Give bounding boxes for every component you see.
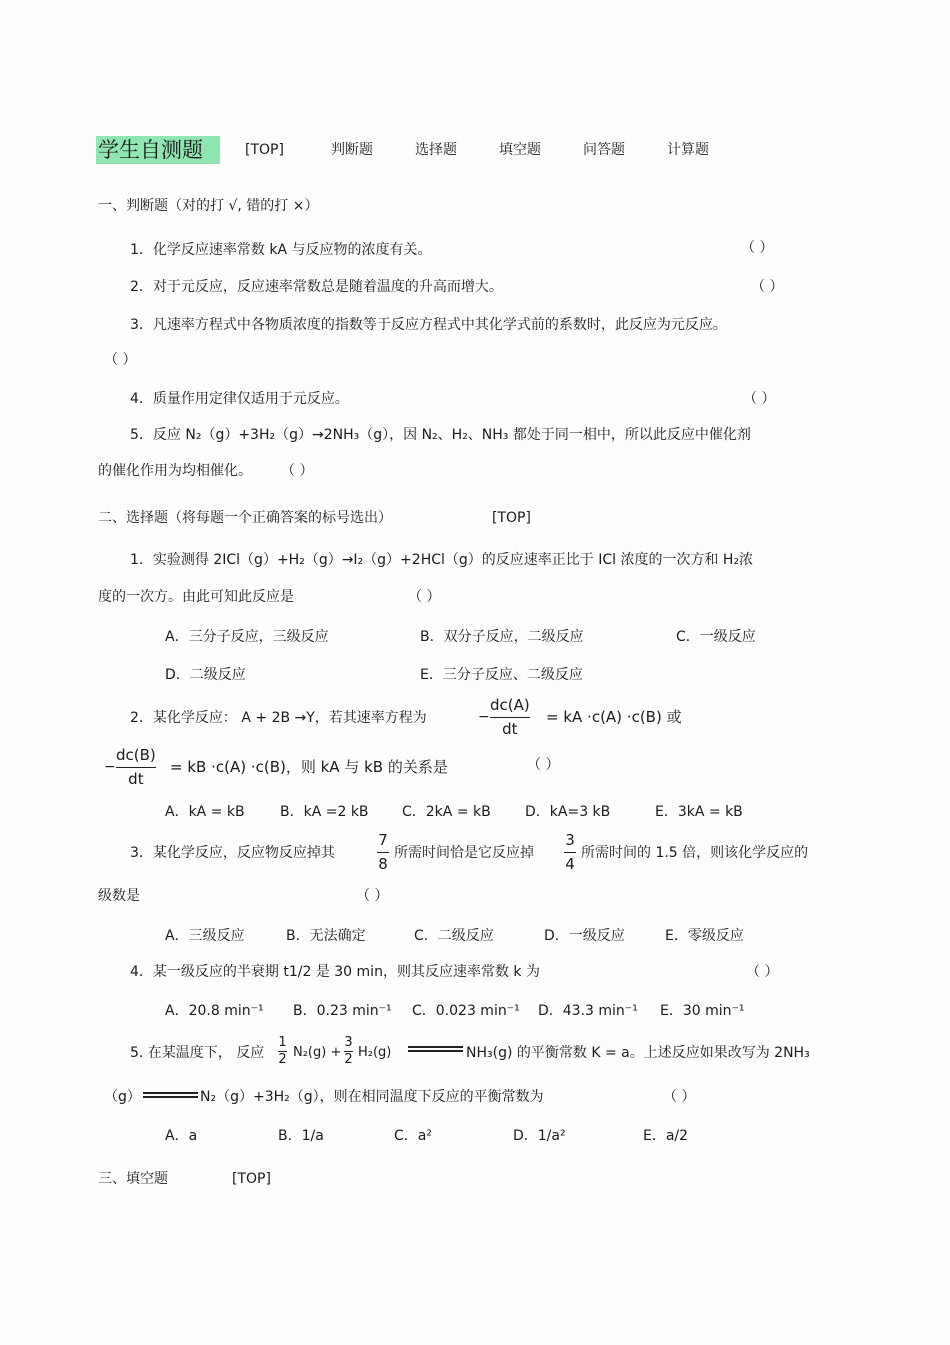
fraction-bar [564,852,576,853]
s2-question-3-end: 所需时间的 1.5 倍，则该化学反应的 [581,845,809,861]
equilibrium-arrow-icon [408,1045,463,1053]
s2-q2-option-b[interactable]: B．kA =2 kB [280,804,369,820]
rate-fraction-a-denominator: dt [502,720,518,738]
s2-question-5-line2-start: （g） [104,1089,141,1105]
s2-q1-option-e[interactable]: E．三分子反应、二级反应 [420,667,583,683]
s2-q4-answer-blank[interactable]: （ ） [746,964,779,980]
nav-choice-link[interactable]: 选择题 [415,142,457,158]
s2-q1-option-a[interactable]: A．三分子反应，三级反应 [165,629,329,645]
s2-question-2-intro: 2．某化学反应： A + 2B →Y，若其速率方程为 [130,710,427,726]
nav-calc-link[interactable]: 计算题 [667,142,709,158]
rate-equation-a: = kA ·c(A) ·c(B) 或 [546,708,682,726]
s2-q3-option-e[interactable]: E．零级反应 [665,928,744,944]
fraction-one-half [278,1036,287,1067]
fraction-numerator: 1 [278,1035,287,1050]
s1-q2-answer-blank[interactable]: （ ） [751,279,784,295]
s1-q1-answer-blank[interactable]: （ ） [741,240,774,256]
fraction-denominator: 2 [278,1052,287,1067]
s1-question-2: 2．对于元反应，反应速率常数总是随着温度的升高而增大。 [130,279,503,295]
s2-q2-option-e[interactable]: E．3kA = kB [655,804,743,820]
s2-q5-answer-blank[interactable]: （ ） [663,1089,696,1105]
s2-q4-option-a[interactable]: A．20.8 min⁻¹ [165,1003,264,1019]
s2-question-3-intro: 3．某化学反应，反应物反应掉其 [130,845,335,861]
fraction-three-halves [344,1036,353,1067]
s2-q2-option-d[interactable]: D．kA=3 kB [525,804,611,820]
section2-top-link[interactable]: [TOP] [492,510,531,526]
fraction-denominator: 2 [344,1052,353,1067]
page-title: 学生自测题 [98,138,203,162]
s2-question-4: 4．某一级反应的半衰期 t1/2 是 30 min，则其反应速率常数 k 为 [130,964,540,980]
s2-question-3-line2: 级数是 [98,888,140,904]
rate-fraction-a-numerator: dc(A) [490,696,530,714]
s2-q4-option-e[interactable]: E．30 min⁻¹ [660,1003,745,1019]
section2-heading: 二、选择题（将每题一个正确答案的标号选出） [98,510,392,526]
s2-q2-answer-blank[interactable]: （ ） [527,757,560,773]
section3-top-link[interactable]: [TOP] [232,1171,271,1187]
rate-fraction-b-denominator: dt [128,770,144,788]
nav-top-link[interactable]: [TOP] [245,142,284,158]
s1-question-3: 3．凡速率方程式中各物质浓度的指数等于反应方程式中其化学式前的系数时，此反应为元反应。 [130,317,727,333]
s2-question-5-rest: NH₃(g) 的平衡常数 K = a。上述反应如果改写为 2NH₃ [466,1045,810,1061]
s1-q4-answer-blank[interactable]: （ ） [743,391,776,407]
fraction-numerator: 7 [378,831,388,849]
s1-question-1: 1．化学反应速率常数 kA 与反应物的浓度有关。 [130,242,432,258]
s1-question-5-line1: 5．反应 N₂（g）+3H₂（g）→2NH₃（g），因 N₂、H₂、NH₃ 都处于同一相中，所以此反应中催化剂 [130,427,751,443]
s2-question-5-line2-end: N₂（g）+3H₂（g），则在相同温度下反应的平衡常数为 [200,1089,544,1105]
nav-qa-link[interactable]: 问答题 [583,142,625,158]
s2-q4-option-b[interactable]: B．0.23 min⁻¹ [293,1003,392,1019]
fraction-bar [377,852,389,853]
s1-question-4: 4．质量作用定律仅适用于元反应。 [130,391,349,407]
nitrogen-term: N₂(g) + [293,1045,342,1060]
fraction-denominator: 4 [565,855,575,873]
s2-q1-answer-blank[interactable]: （ ） [408,589,441,605]
s2-q3-option-b[interactable]: B．无法确定 [286,928,366,944]
s2-q5-option-c[interactable]: C．a² [394,1128,432,1144]
s2-q3-answer-blank[interactable]: （ ） [356,888,389,904]
s2-q5-option-b[interactable]: B．1/a [278,1128,324,1144]
fraction-numerator: 3 [565,831,575,849]
rate-fraction-a [490,697,530,738]
s2-q1-option-c[interactable]: C．一级反应 [676,629,756,645]
fraction-numerator: 3 [344,1035,353,1050]
s2-q4-option-d[interactable]: D．43.3 min⁻¹ [538,1003,638,1019]
fraction-denominator: 8 [378,855,388,873]
rate-fraction-b-numerator: dc(B) [116,746,156,764]
s2-question-1-line1: 1．实验测得 2ICl（g）+H₂（g）→I₂（g）+2HCl（g）的反应速率正比于 ICl 浓度的一次方和 H₂浓 [130,552,754,568]
hydrogen-term: H₂(g) [358,1045,392,1060]
s2-question-3-middle: 所需时间恰是它反应掉 [394,845,534,861]
s2-q3-option-c[interactable]: C．二级反应 [414,928,494,944]
minus-sign: − [104,759,116,775]
s1-question-5-line2: 的催化作用为均相催化。 [98,463,252,479]
s2-q5-option-d[interactable]: D．1/a² [513,1128,566,1144]
s2-q5-option-e[interactable]: E．a/2 [643,1128,689,1144]
minus-sign: − [478,709,490,725]
s2-q2-option-a[interactable]: A．kA = kB [165,804,245,820]
s2-q3-option-d[interactable]: D．一级反应 [544,928,625,944]
fraction-three-quarters [564,832,576,873]
fraction-seven-eighths [377,832,389,873]
section3-heading: 三、填空题 [98,1171,168,1187]
fraction-bar [490,717,530,718]
s2-q3-option-a[interactable]: A．三级反应 [165,928,245,944]
s2-q1-option-b[interactable]: B．双分子反应，二级反应 [420,629,584,645]
s2-q4-option-c[interactable]: C．0.023 min⁻¹ [412,1003,520,1019]
s2-q5-option-a[interactable]: A．a [165,1128,198,1144]
rate-equation-b: = kB ·c(A) ·c(B)，则 kA 与 kB 的关系是 [170,758,448,776]
section1-heading: 一、判断题（对的打 √, 错的打 ×） [98,198,319,214]
s2-q1-option-d[interactable]: D．二级反应 [165,667,246,683]
fraction-bar [116,767,156,768]
equilibrium-arrow-icon [143,1091,198,1099]
rate-fraction-b [116,747,156,788]
nav-fill-link[interactable]: 填空题 [499,142,541,158]
s2-question-5-intro: 5. 在某温度下， 反应 [130,1045,265,1061]
s1-q3-answer-blank[interactable]: （ ） [104,352,137,368]
nav-judgment-link[interactable]: 判断题 [331,142,373,158]
s1-q5-answer-blank[interactable]: （ ） [281,463,314,479]
s2-question-1-line2: 度的一次方。由此可知此反应是 [98,589,294,605]
s2-q2-option-c[interactable]: C．2kA = kB [402,804,491,820]
